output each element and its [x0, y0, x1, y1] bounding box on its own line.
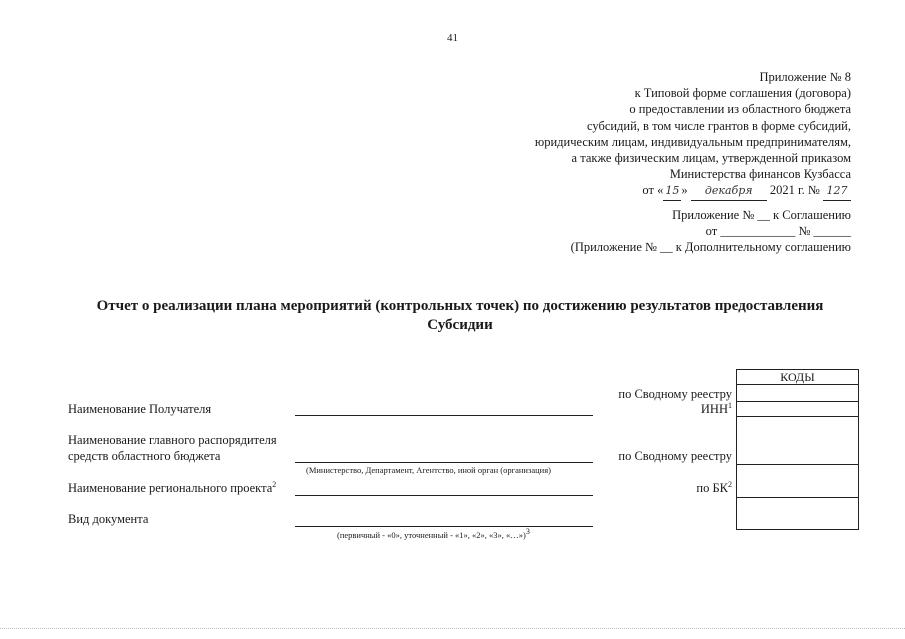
chief-manager-field-line[interactable]	[295, 462, 593, 463]
svod-registry-label-1: по Сводному реестру	[618, 387, 732, 401]
regional-project-text: Наименование регионального проекта	[68, 481, 273, 495]
appendix-line: Министерства финансов Кузбасса	[669, 167, 851, 182]
agreement-appendix-block	[571, 207, 851, 256]
handwritten-day: 15	[663, 183, 681, 200]
recipient-field-line[interactable]	[295, 415, 593, 416]
doc-type-label: Вид документа	[68, 512, 149, 526]
date-prefix: от «	[642, 183, 664, 198]
appendix-line: Приложение № 8	[759, 70, 851, 84]
footnote-mark: 1	[728, 400, 732, 410]
recipient-label: Наименование Получателя	[68, 402, 212, 416]
codes-cell-bk[interactable]	[737, 465, 858, 498]
bk-text: по БК	[696, 481, 728, 495]
report-title-line-1: Отчет о реализации плана мероприятий (контрольных точек) по достижению результатов предоставления	[96, 298, 824, 314]
codes-cell-inn[interactable]	[737, 402, 858, 417]
footnote-mark: 3	[525, 527, 530, 537]
report-title	[40, 297, 880, 335]
appendix-line: к Типовой форме соглашения (договора)	[634, 86, 851, 101]
page-bottom-edge	[0, 628, 905, 629]
appendix-line: юридическим лицам, индивидуальным предпринимателям,	[534, 134, 851, 149]
chief-manager-note: (Министерство, Департамент, Агентство, иной орган (организация)	[306, 465, 551, 475]
footnote-mark: 2	[728, 479, 732, 489]
codes-header: КОДЫ	[737, 370, 858, 385]
report-title-line-2: Субсидии	[427, 317, 493, 333]
doc-type-note	[337, 527, 530, 540]
codes-cell-doc-type[interactable]	[737, 498, 858, 529]
date-year: 2021 г. №	[769, 183, 820, 198]
handwritten-number: 127	[823, 183, 851, 200]
inn-text: ИНН	[700, 402, 728, 416]
codes-cell-svod-registry-1[interactable]	[737, 385, 858, 402]
date-mid: »	[681, 183, 688, 198]
agreement-line-3: (Приложение № __ к Дополнительному соглашению	[570, 240, 851, 255]
appendix-line: а также физическим лицам, утвержденной приказом	[571, 151, 851, 166]
appendix-line: субсидий, в том числе грантов в форме субсидий,	[586, 118, 851, 133]
appendix-line: о предоставлении из областного бюджета	[629, 102, 851, 117]
bk-label	[696, 480, 732, 496]
codes-cell-svod-registry-2[interactable]	[737, 417, 858, 465]
doc-type-note-text: (первичный - «0», уточненный - «1», «2», «3», «…»)	[337, 530, 526, 540]
appendix-8-block	[535, 69, 851, 201]
page-number: 41	[447, 32, 458, 44]
svod-registry-label-2: по Сводному реестру	[618, 449, 732, 463]
agreement-line-2: от ____________ № ______	[705, 224, 851, 239]
inn-label	[701, 401, 732, 417]
doc-type-field-line[interactable]	[295, 526, 593, 527]
footnote-mark: 2	[272, 479, 277, 489]
regional-project-label	[68, 480, 276, 496]
regional-project-field-line[interactable]	[295, 495, 593, 496]
chief-manager-label-1: Наименование главного распорядителя	[68, 433, 277, 447]
codes-table	[736, 369, 859, 530]
agreement-line-1: Приложение № __ к Соглашению	[672, 208, 851, 222]
handwritten-month: декабря	[691, 183, 767, 200]
chief-manager-label-2: средств областного бюджета	[68, 449, 221, 463]
order-date-line	[535, 182, 851, 200]
